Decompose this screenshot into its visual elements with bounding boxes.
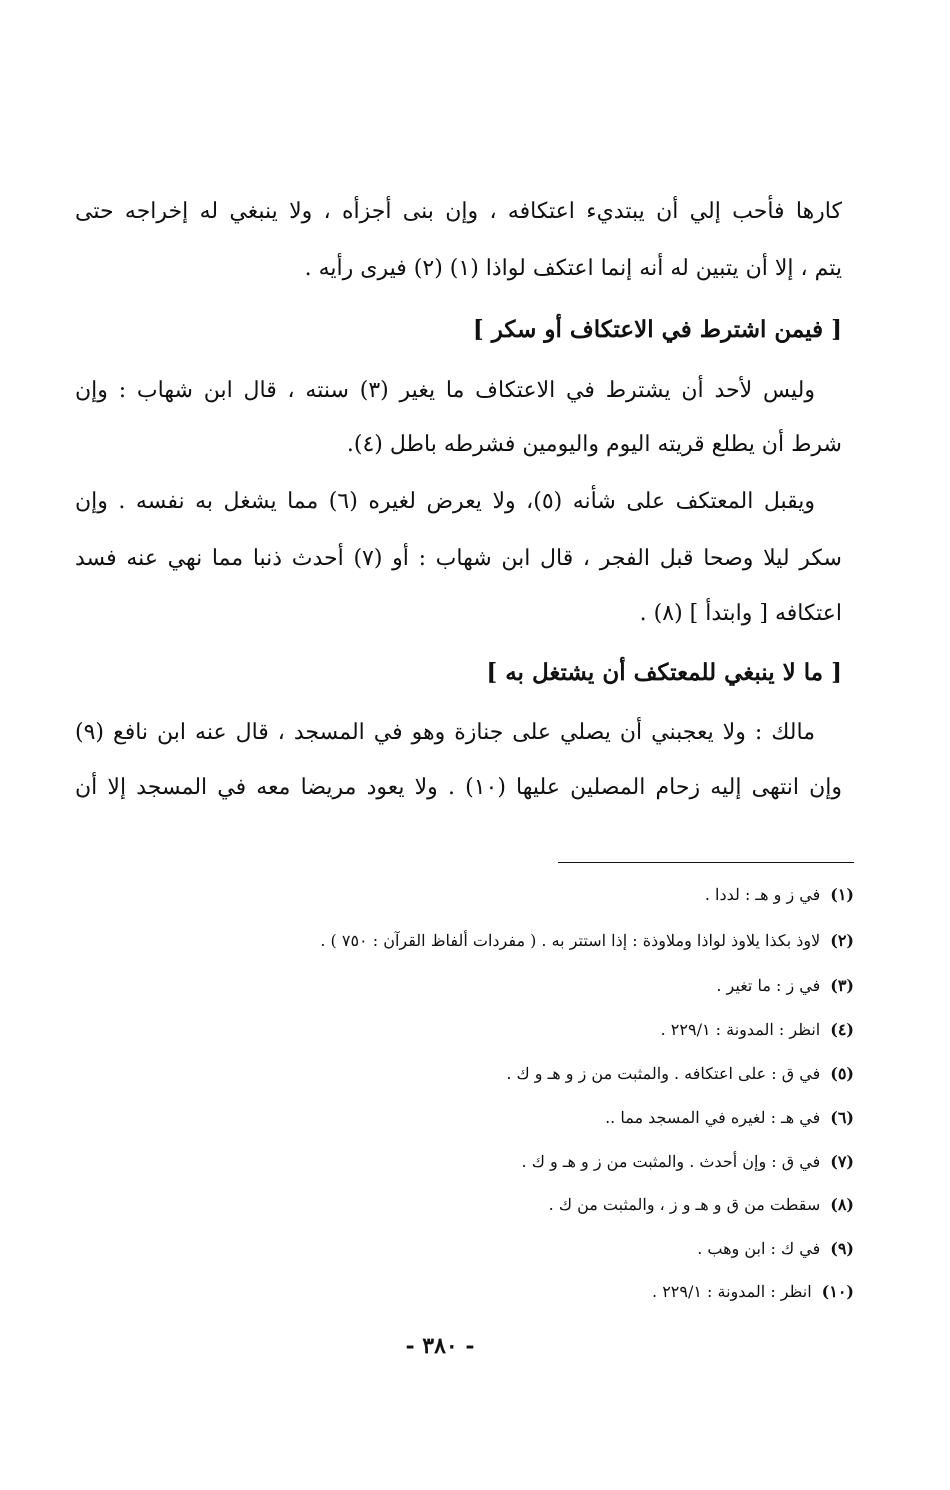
section-heading: [ فيمن اشترط في الاعتكاف أو سكر ] bbox=[472, 316, 842, 343]
text-line: كارها فأحب إلي أن يبتديء اعتكافه ، وإن بنى أجزأه ، ولا ينبغي له إخراجه حتى bbox=[75, 199, 842, 224]
footnote-number: (١٠) bbox=[821, 1282, 854, 1301]
footnote-number: (٩) bbox=[830, 1239, 854, 1258]
footnote bbox=[549, 1193, 854, 1217]
text-line: شرط أن يطلع قريته اليوم واليومين فشرطه باطل (٤). bbox=[346, 432, 842, 457]
footnote bbox=[320, 929, 854, 953]
text-line: يتم ، إلا أن يتبين له أنه إنما اعتكف لواذا (١) (٢) فيرى رأيه . bbox=[304, 256, 842, 281]
footnote bbox=[522, 1150, 854, 1174]
text-line: وإن انتهى إليه زحام المصلين عليها (١٠) . ولا يعود مريضا معه في المسجد إلا أن bbox=[75, 775, 843, 800]
footnote-number: (٦) bbox=[830, 1108, 854, 1127]
footnote-number: (٣) bbox=[830, 976, 854, 995]
footnote bbox=[697, 1237, 854, 1261]
footnote-number: (٧) bbox=[830, 1152, 854, 1171]
text-line: سكر ليلا وصحا قبل الفجر ، قال ابن شهاب : أو (٧) أحدث ذنبا مما نهي عنه فسد bbox=[75, 546, 842, 571]
footnote bbox=[705, 883, 854, 907]
footnote-text: انظر : المدونة : ٢٢٩/١ . bbox=[660, 1020, 821, 1039]
footnote-text: في ز : ما تغير . bbox=[716, 976, 821, 995]
footnote-number: (٥) bbox=[830, 1064, 854, 1083]
footnote bbox=[661, 1018, 854, 1042]
footnote-text: لاوذ بكذا يلاوذ لواذا وملاوذة : إذا استتر به . ( مفردات ألفاظ القرآن : ٧٥٠ ) . bbox=[320, 931, 821, 950]
footnote-text: في ز و هـ : لددا . bbox=[704, 885, 821, 904]
footnote-number: (١) bbox=[830, 885, 854, 904]
paragraph-first-line: ويقبل المعتكف على شأنه (٥)، ولا يعرض لغيره (٦) مما يشغل به نفسه . وإن bbox=[75, 489, 815, 514]
footnote-number: (٢) bbox=[830, 931, 854, 950]
footnote-text: سقطت من ق و هـ و ز ، والمثبت من ك . bbox=[548, 1195, 821, 1214]
paragraph-first-line: مالك : ولا يعجبني أن يصلي على جنازة وهو في المسجد ، قال عنه ابن نافع (٩) bbox=[75, 720, 815, 745]
footnote-text: في ق : على اعتكافه . والمثبت من ز و هـ و ك . bbox=[506, 1064, 821, 1083]
footnote-text: انظر : المدونة : ٢٢٩/١ . bbox=[652, 1282, 812, 1301]
footnote-text: في ق : وإن أحدث . والمثبت من ز و هـ و ك . bbox=[521, 1152, 821, 1171]
footnote-separator bbox=[558, 862, 854, 863]
footnote-number: (٨) bbox=[830, 1195, 854, 1214]
footnote bbox=[716, 974, 854, 998]
footnote-text: في هـ : لغيره في المسجد مما .. bbox=[605, 1108, 821, 1127]
text-line: اعتكافه [ وابتدأ ] (٨) . bbox=[639, 601, 842, 626]
footnote-number: (٤) bbox=[830, 1020, 854, 1039]
page-number: - ٣٨٠ - bbox=[405, 1333, 475, 1359]
footnote bbox=[605, 1106, 854, 1130]
footnote-text: في ك : ابن وهب . bbox=[697, 1239, 821, 1258]
footnote bbox=[506, 1062, 854, 1086]
paragraph-first-line: وليس لأحد أن يشترط في الاعتكاف ما يغير (٣) سنته ، قال ابن شهاب : وإن bbox=[75, 378, 815, 403]
section-heading: [ ما لا ينبغي للمعتكف أن يشتغل به ] bbox=[486, 659, 842, 686]
footnote bbox=[652, 1280, 854, 1304]
